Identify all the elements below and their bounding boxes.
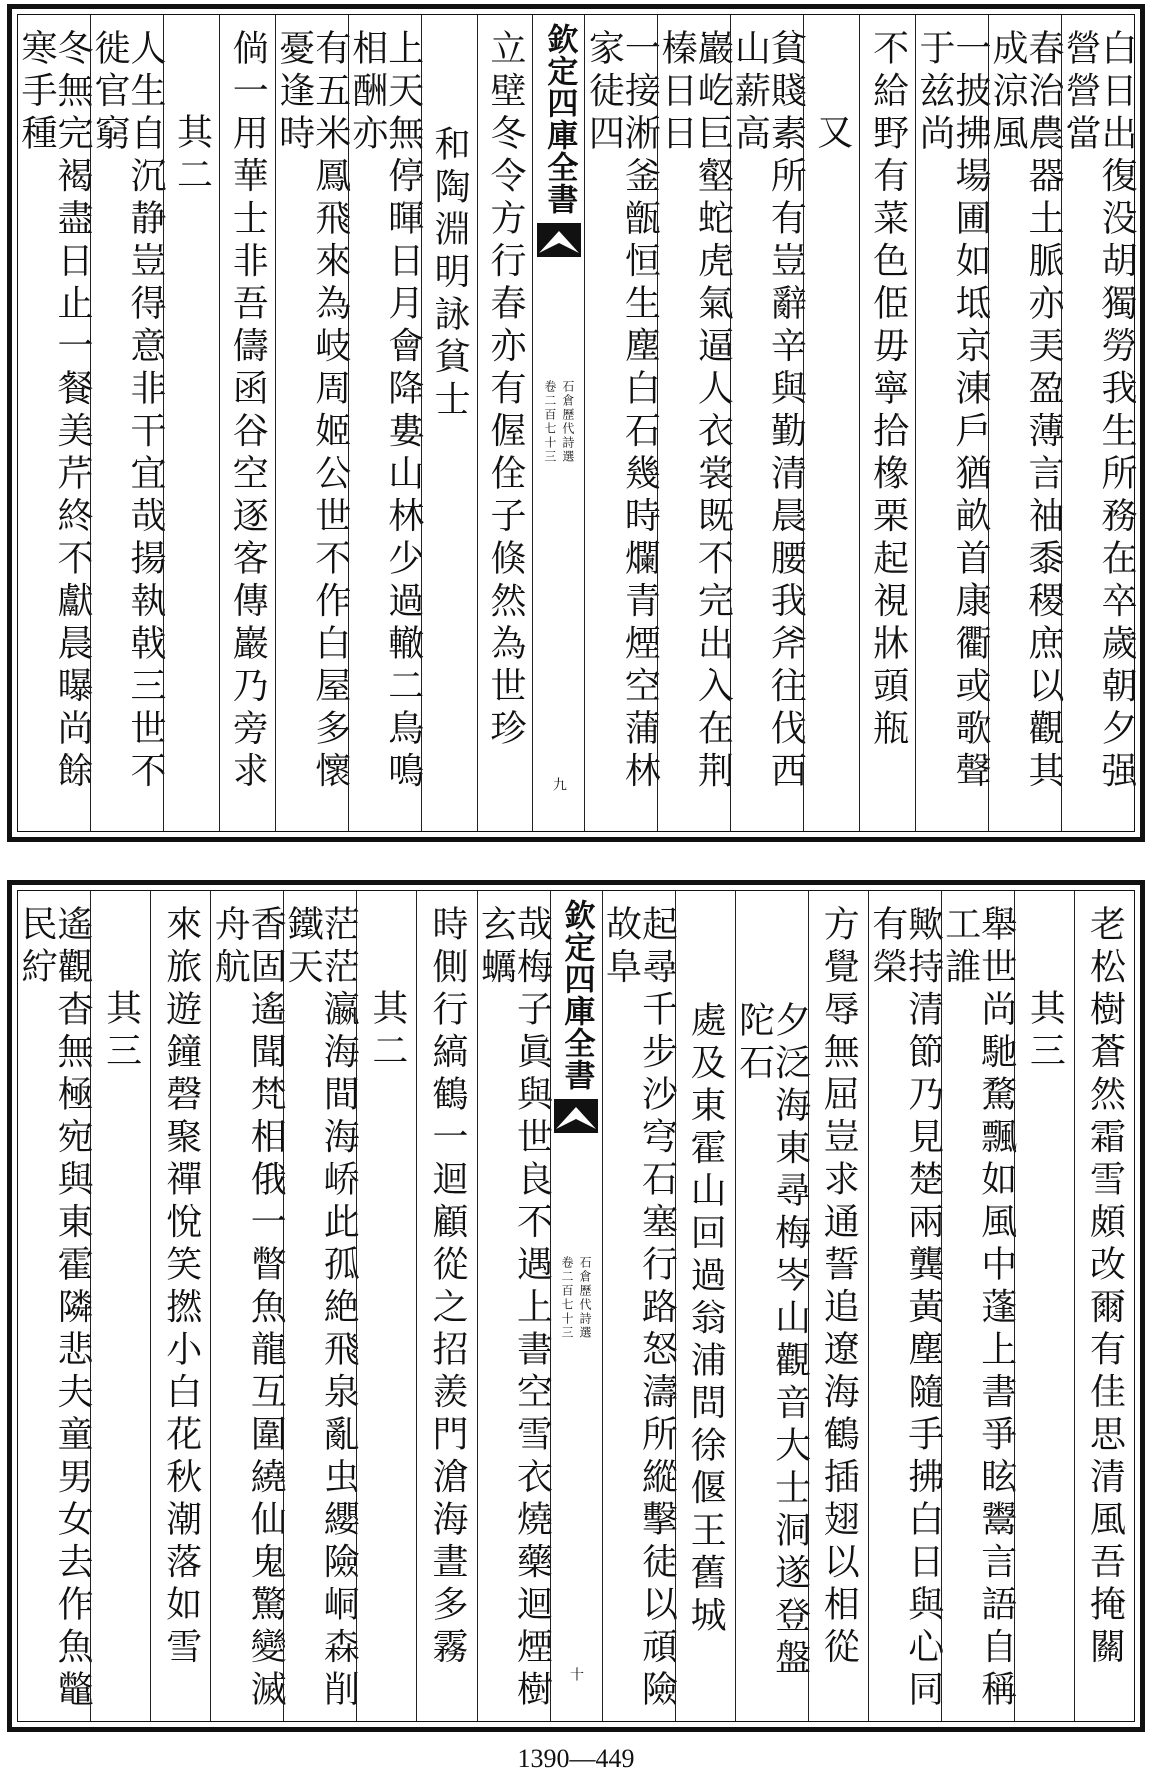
poem-title-continued: 處及東霍山回過翁浦問徐偃王舊城 bbox=[675, 891, 735, 1721]
poem-heading: 其二 bbox=[356, 891, 416, 1721]
fish-tail-icon bbox=[537, 223, 581, 257]
poem-heading: 又 bbox=[803, 15, 859, 831]
text-column: 上天無停暉日月會降婁山林少過轍二鳥鳴相酬亦 bbox=[348, 15, 421, 831]
fish-tail-icon bbox=[554, 1099, 598, 1133]
text-column: 遙觀杳無極宛與東霍隣悲夫童男女去作魚鼈民紵 bbox=[16, 905, 93, 1713]
text-column: 來旅遊鐘磬聚禪悅笑撚小白花秋潮落如雪 bbox=[150, 891, 210, 1721]
center-fold bbox=[532, 15, 584, 831]
text-column: 貧賤素所有豈辭辛與勤清晨腰我斧往伐西山薪高 bbox=[730, 15, 803, 831]
library-title: 欽定四庫全書 bbox=[558, 899, 595, 1091]
text-column: 老松樹蒼然霜雪頗改爾有佳思清風吾掩關 bbox=[1074, 891, 1134, 1721]
text-column: 哉梅子眞與世良不遇上書空雪衣燒藥迴煙樹玄蠣 bbox=[477, 891, 550, 1721]
folio-number: 九 bbox=[550, 777, 567, 791]
poem-heading: 其三 bbox=[90, 891, 150, 1721]
top-page bbox=[7, 4, 1145, 842]
top-page-text-frame bbox=[17, 14, 1135, 832]
bottom-page-text-frame bbox=[17, 890, 1135, 1722]
text-column: 巖屹巨壑蛇虎氣逼人衣裳既不完出入在荆榛日日 bbox=[657, 15, 730, 831]
plate-number: 1390—449 bbox=[517, 1744, 635, 1773]
volume-number: 卷二百七十三 bbox=[560, 1256, 574, 1340]
poem-heading: 其二 bbox=[163, 15, 219, 831]
text-column: 一接淅釜甑恒生塵白石幾時爛青煙空蒲林家徒四 bbox=[584, 15, 657, 831]
text-column: 有五米鳳飛來為岐周姬公世不作白屋多懷憂逢時 bbox=[275, 15, 348, 831]
text-column: 立壁冬令方行春亦有偓佺子倏然為世珍 bbox=[477, 15, 533, 831]
text-column: 冬無完褐盡日止一餐美芹終不獻晨曝尚餘寒手種 bbox=[16, 29, 94, 794]
center-fold bbox=[550, 891, 602, 1721]
text-column: 倘一用華士非吾儔函谷空逐客傳巖乃旁求 bbox=[219, 15, 275, 831]
poem-heading: 其三 bbox=[1014, 891, 1074, 1721]
text-column: 方覺辱無屈豈求通誓追遼海鶴插翅以相從 bbox=[808, 891, 868, 1721]
book-title: 石倉歷代詩選 bbox=[578, 1256, 592, 1340]
text-column: 舉世尚馳騖飄如風中蓬上書爭眩鬻言語自稱工誰 bbox=[941, 891, 1014, 1721]
library-title: 欽定四庫全書 bbox=[541, 23, 578, 215]
volume-number: 卷二百七十三 bbox=[542, 380, 557, 464]
book-info bbox=[557, 1256, 596, 1340]
poem-title: 夕泛海東尋梅岑山觀音大士洞遂登盤陀石 bbox=[735, 891, 808, 1721]
text-column: 香固遙聞梵相俄一瞥魚龍互圍繞仙鬼驚變滅舟航 bbox=[210, 891, 283, 1721]
text-column: 春治農器土脈亦㺯盈薄言䄂黍稷庶以觀其成涼風 bbox=[988, 15, 1061, 831]
text-column: 茫茫瀛海間海峤此孤絶飛泉亂虫纓險峒森削鐵天 bbox=[283, 891, 356, 1721]
text-column: 一披拂場圃如坻京涷戶猶畝首康衢或歌聲于兹尚 bbox=[915, 15, 988, 831]
bottom-page bbox=[7, 880, 1145, 1732]
text-column: 歟持清節乃見楚兩龔黃塵隨手拂白日與心同有榮 bbox=[868, 891, 941, 1721]
book-title: 石倉歷代詩選 bbox=[560, 380, 575, 464]
text-column: 不給野有菜色𠈄毋寧拾橡栗起視牀頭瓶 bbox=[859, 15, 915, 831]
poem-title: 和陶淵明詠貧士 bbox=[421, 15, 477, 831]
text-column: 白日出復没胡獨勞我生所務在卒歲朝夕强營營當 bbox=[1061, 15, 1134, 831]
folio-number: 十 bbox=[568, 1667, 584, 1681]
text-column: 人生自沉静豈得意非干宜哉揚執戟三世不徙官窮 bbox=[90, 15, 163, 831]
book-info bbox=[539, 380, 578, 464]
text-column: 起尋千步沙穹石塞行路怒濤所縱擊徒以頑險故阜 bbox=[602, 891, 675, 1721]
text-column: 時側行縞鶴一迴顧從之招羨門滄海晝多霧 bbox=[416, 891, 476, 1721]
